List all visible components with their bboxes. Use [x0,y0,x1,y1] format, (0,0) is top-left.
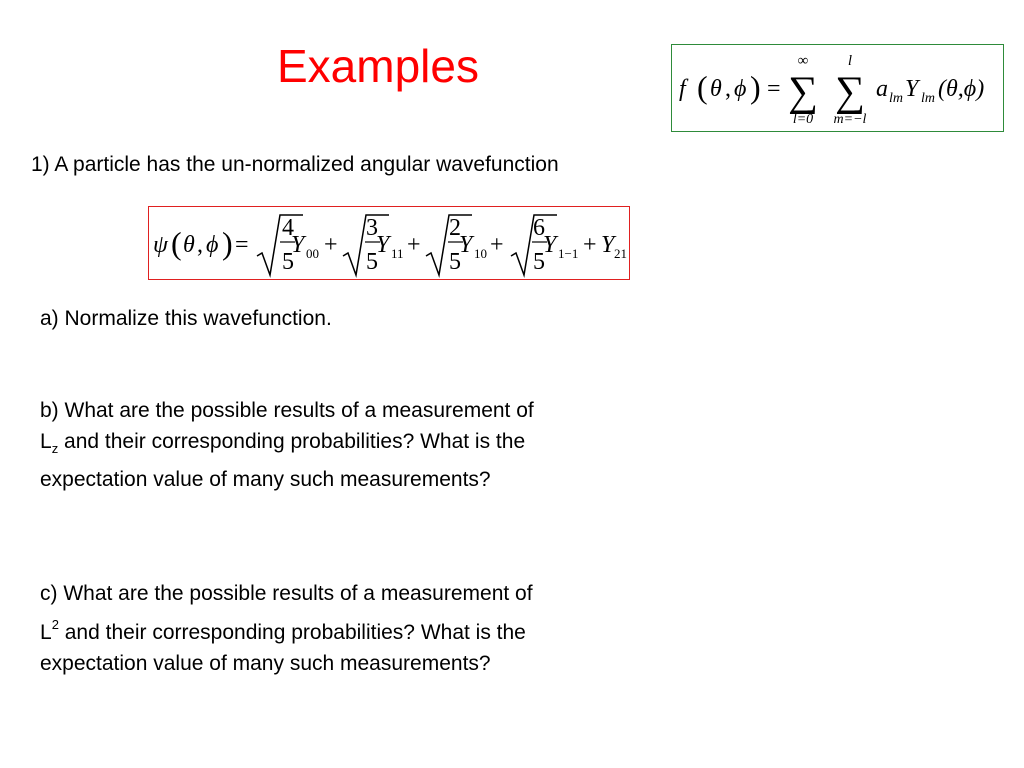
part-c-line-3: expectation value of many such measurements? [40,652,491,675]
wf-term1-Y: Y [291,232,305,258]
wf-plus-3: + [490,232,504,258]
formula-rparen: ) [750,69,761,105]
wf-phi: ϕ [206,232,219,258]
part-b-line-1: b) What are the possible results of a measurement of [40,399,534,422]
wf-term5-sub: 21 [614,246,627,261]
wavefunction-box [148,206,630,280]
formula-sum1-upper: ∞ [797,53,809,69]
wf-term1-num: 4 [282,215,294,241]
wf-term2-den: 5 [366,249,378,275]
wf-equals: = [235,232,249,258]
part-b-line-3: expectation value of many such measurements? [40,468,491,491]
wf-plus-1: + [324,232,338,258]
formula-equals: = [767,76,781,102]
wf-term5-Y: Y [601,232,615,258]
part-b-line-2 [40,426,660,464]
formula-sum2-upper: l [847,53,853,69]
wf-term4-Y: Y [543,232,557,258]
wf-plus-2: + [407,232,421,258]
part-b-L: L [40,430,52,453]
wf-term4-num: 6 [533,215,545,241]
wf-term3-num: 2 [449,215,461,241]
part-c-line-2-rest: and their corresponding probabilities? What is the [58,621,526,644]
wf-term2-Y: Y [376,232,390,258]
part-c-text [40,578,660,679]
formula-theta: θ [710,76,722,102]
formula-coef: a [876,76,888,102]
wf-term3-den: 5 [449,249,461,275]
question-1-text: 1) A particle has the un-normalized angular wavefunction [31,153,559,176]
part-b-text [40,395,660,495]
part-c-L-superscript: 2 [51,617,59,632]
wf-comma: , [197,232,203,258]
wf-theta: θ [183,232,195,258]
wf-term1-sub: 00 [306,246,319,261]
formula-f: f [679,76,686,102]
wf-term3-sub: 10 [474,246,487,261]
part-b-line-2-rest: and their corresponding probabilities? What is the [58,430,526,453]
formula-args: (θ,ϕ) [938,76,985,102]
expansion-formula [672,45,1003,131]
wf-term2-num: 3 [366,215,378,241]
formula-comma: , [725,76,731,102]
wf-lparen: ( [171,225,182,261]
expansion-formula-box [671,44,1004,132]
part-c-L: L [40,621,52,644]
wf-term4-den: 5 [533,249,545,275]
formula-phi: ϕ [734,76,747,102]
part-c-line-1: c) What are the possible results of a measurement of [40,582,533,605]
formula-harmonic-sub: lm [921,91,935,106]
formula-sum2-lower: m=−l [833,112,867,127]
wavefunction-formula [149,207,629,279]
part-c-line-2 [40,609,660,648]
wf-rparen: ) [222,225,233,261]
wf-psi: ψ [153,232,168,258]
wf-term2-sub: 11 [391,246,404,261]
wf-term4-sub: 1−1 [558,246,579,261]
wf-plus-4: + [583,232,597,258]
wf-term1-den: 5 [282,249,294,275]
wf-term3-Y: Y [459,232,473,258]
slide-title: Examples [277,40,479,92]
formula-lparen: ( [697,69,708,105]
formula-harmonic: Y [905,76,919,102]
formula-coef-sub: lm [889,91,903,106]
formula-sum2: ∑ [835,69,865,115]
formula-sum1-lower: l=0 [792,112,814,127]
part-b-L-subscript: z [51,441,59,456]
formula-sum1: ∑ [788,69,818,115]
part-a-text: a) Normalize this wavefunction. [40,307,332,330]
